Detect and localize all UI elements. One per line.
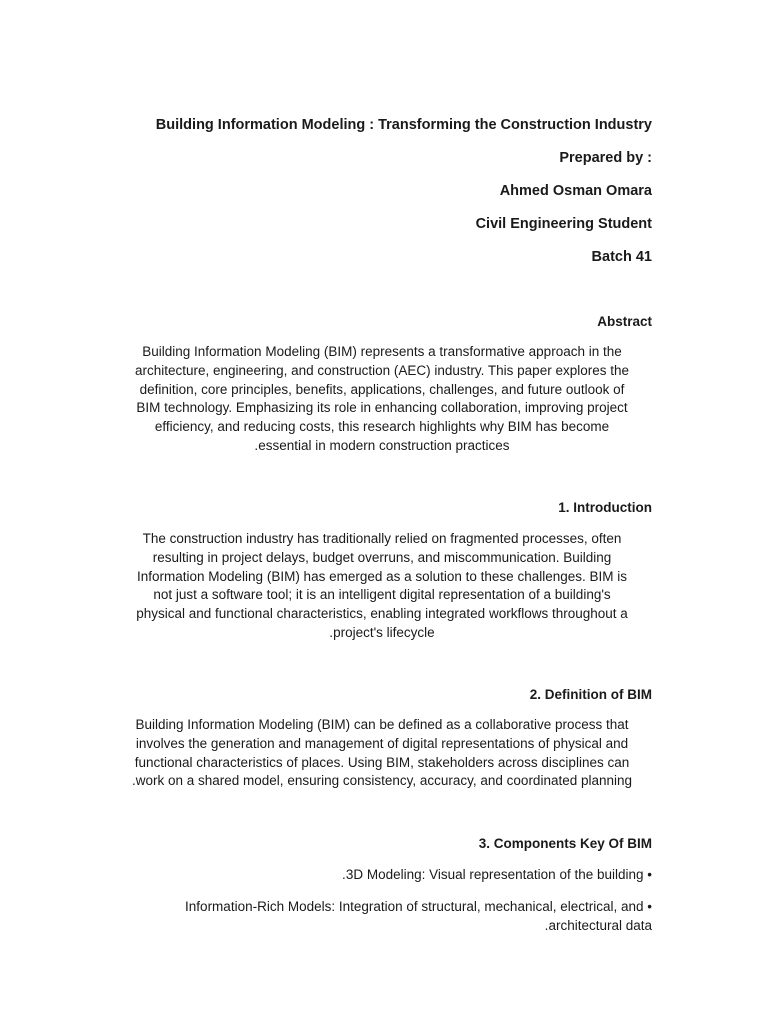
components-bullet-item bbox=[112, 898, 652, 936]
introduction-line: The construction industry has traditionally relied on fragmented processes, often bbox=[142, 531, 622, 546]
introduction-heading: 1. Introduction bbox=[558, 500, 652, 515]
introduction-line: Information Modeling (BIM) has emerged as a solution to these challenges. BIM is bbox=[137, 568, 627, 584]
prepared-by-label: Prepared by : bbox=[559, 150, 652, 166]
abstract-line: essential in modern construction practices. bbox=[254, 437, 510, 453]
author-name: Ahmed Osman Omara bbox=[499, 183, 652, 199]
components-heading: 3. Components Key Of BIM bbox=[478, 836, 652, 851]
definition-line: involves the generation and management of digital representations of physical and bbox=[135, 735, 629, 751]
abstract-line: definition, core principles, benefits, applications, challenges, and future outlook of bbox=[139, 381, 625, 397]
abstract-line: architecture, engineering, and construction (AEC) industry. This paper explores the bbox=[134, 362, 629, 378]
introduction-line: resulting in project delays, budget overruns, and miscommunication. Building bbox=[152, 549, 612, 565]
introduction-paragraph bbox=[112, 530, 652, 643]
definition-heading: 2. Definition of BIM bbox=[529, 687, 652, 702]
batch-number: Batch 41 bbox=[591, 249, 652, 265]
author-role: Civil Engineering Student bbox=[475, 216, 652, 232]
abstract-line: Building Information Modeling (BIM) represents a transformative approach in the bbox=[142, 344, 622, 359]
introduction-line: not just a software tool; it is an intelligent digital representation of a building's bbox=[153, 587, 611, 603]
definition-line: work on a shared model, ensuring consistency, accuracy, and coordinated planning. bbox=[131, 773, 633, 789]
components-bullet-item bbox=[112, 866, 652, 885]
abstract-heading: Abstract bbox=[597, 314, 652, 329]
bullet-line: • 3D Modeling: Visual representation of the building. bbox=[342, 867, 652, 882]
definition-line: functional characteristics of places. Using BIM, stakeholders across disciplines can bbox=[134, 754, 630, 770]
bullet-line: architectural data. bbox=[544, 917, 652, 933]
introduction-line: physical and functional characteristics, enabling integrated workflows throughout a bbox=[136, 606, 628, 622]
abstract-line: efficiency, and reducing costs, this research highlights why BIM has become bbox=[154, 419, 610, 435]
abstract-paragraph bbox=[112, 343, 652, 456]
definition-paragraph bbox=[112, 716, 652, 791]
abstract-line: BIM technology. Emphasizing its role in enhancing collaboration, improving project bbox=[136, 400, 628, 416]
introduction-line: project's lifecycle. bbox=[329, 624, 435, 640]
bullet-line: • Information-Rich Models: Integration of structural, mechanical, electrical, and bbox=[185, 899, 652, 914]
document-title: Building Information Modeling : Transforming the Construction Industry bbox=[155, 117, 652, 133]
definition-line: Building Information Modeling (BIM) can be defined as a collaborative process that bbox=[135, 717, 629, 732]
